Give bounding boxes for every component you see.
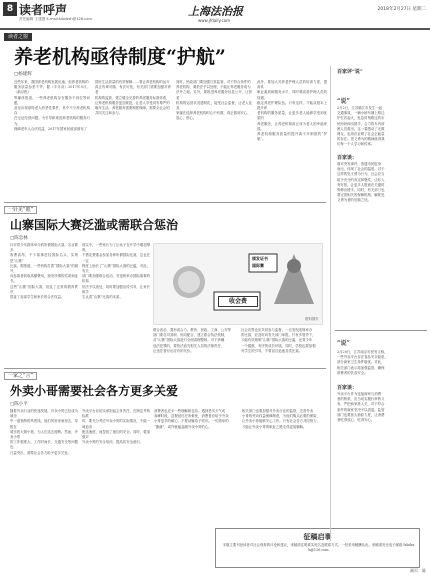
sidebar-line: 者的桥梁，应当切实履行审核义 xyxy=(337,397,385,402)
article1-line: 甚至出现虐待老人的恶性事件，其中不少养老机构存 xyxy=(14,106,90,116)
sidebar-line: 的存在。见义勇为的精神值得我 xyxy=(337,137,385,142)
article1-line: 机构的监管，建立健全完善的养老服务标准体系， xyxy=(95,95,170,100)
article2-line: 才能有效遏制“山寨”国际大赛的泛滥，还青少年 xyxy=(241,338,313,343)
article2-column-3 xyxy=(153,328,237,366)
sidebar-line: 要完善相关的保障机制，解除见 xyxy=(337,193,385,198)
page-number: 8 xyxy=(3,2,17,16)
article1-line: 职业素质和服务水平，同时要改善护理人员的待遇， xyxy=(257,90,327,100)
article1-column-4 xyxy=(257,80,327,200)
sidebar-item2-tag: “说” xyxy=(337,340,350,347)
article2-line: 联合惩治，要形成合力。教育、民政、工商、公安等 xyxy=(153,328,231,332)
article3-line: 日益突出，需要社会各方给予更多关爱。 xyxy=(10,450,72,455)
sidebar-item1-tag: “说” xyxy=(337,98,350,105)
sidebar-line: 部分商家卫生条件堪忧。对此， xyxy=(337,360,385,365)
sidebar-line: 相关部门表示将加强监管，确保 xyxy=(337,365,385,370)
article3-headline: 外卖小哥需要社会各方更多关爱 xyxy=(10,384,179,398)
sidebar-comment2-text xyxy=(337,392,427,426)
article3-author: □陈小平 xyxy=(10,402,28,407)
article1-line: 此外，要加大对养老护理人员的培训力度，提高其 xyxy=(257,80,327,90)
article2-line: 不惜花费重金参加各种所谓国际比赛，这也在一定 xyxy=(82,253,150,263)
article2-line: 比赛。据报道，一些机构打着“国际大赛”的旗号， xyxy=(10,263,78,274)
article2-line: 针对青少年群体举办的所谓国际大赛，名目繁多、 xyxy=(10,243,78,253)
sidebar-line: 面对突发事件，普通市民挺身 xyxy=(337,162,382,166)
article2-line: 对“山寨”国际大赛进行全面清理整顿。对于涉嫌 xyxy=(153,338,225,343)
sidebar-line: 义勇为者的后顾之忧。 xyxy=(337,198,371,203)
article3-line: 时，要充分考虑外卖小哥的实际情况，不能一味追求 xyxy=(82,419,150,429)
divider xyxy=(4,368,326,369)
newspaper-name: 上海法治报 xyxy=(188,5,243,18)
sidebar-line: 外卖平台作为连接商家与消费 xyxy=(337,392,382,396)
article1-line: 放心、舒心。 xyxy=(176,116,197,121)
sidebar-divider xyxy=(335,330,427,331)
article2-line: 程度上助长了“山寨”国际大赛的泛滥。对此，有关 xyxy=(82,263,150,274)
article2-line: 社会各界也应共同参与监督，一旦发现违规举办 xyxy=(241,328,313,332)
article2-column-1 xyxy=(10,243,78,363)
article1-line: 养老服务，让养老机构真正成为老人的幸福家园。 xyxy=(257,121,327,131)
sidebar-line: 消费者的饮食安全。 xyxy=(337,370,368,375)
sidebar-line: 这样的见义勇为行为，社会应当 xyxy=(337,172,385,177)
article1-author: □杨建辉 xyxy=(14,72,32,77)
sidebar-line: 刻伸出援手。同时，有关部门也 xyxy=(337,188,385,193)
sidebar-line: 2月20日，江苏南京市民发文称， xyxy=(337,350,388,354)
sidebar-comment2-heading: 百家谈： xyxy=(337,385,358,391)
article2-line: 收费高昂，不少赛事虚挂国际名头，实则是“山寨” xyxy=(10,253,78,263)
sidebar-heading: 百家评“说” xyxy=(337,69,363,75)
sidebar-line: 交通事故，一辆小轿车撞上路边 xyxy=(337,111,385,116)
article1-line: 真正有章可循、有法可依，有关部门需要加强对养老 xyxy=(95,85,171,95)
article2-line: 对学生的引导，不要盲目追逐各类比赛。 xyxy=(241,348,303,353)
issue-date: 2018年2月27日 星期二 xyxy=(377,7,426,12)
submissions-text: 本版主要刊登读者对社会现象的评论和建议，来稿请注明真实姓名及联系方式，一经采用稿酬从优，来稿请发至电子邮箱 fzbdzsh@126.com xyxy=(222,543,415,553)
article3-line: 小哥更多的耐心，不要动辄给予差评。一句简单的 xyxy=(154,419,229,424)
article2-line: 违法犯罪的，要依法追究相关人员的法律责任， xyxy=(153,343,225,348)
article3-line: 相关部门也要加强对外卖行业的监管，完善外卖 xyxy=(242,409,314,413)
article3-line: 高峰时段，送餐延迟在所难免，消费者应给予外卖 xyxy=(154,414,229,419)
article3-line: 外卖小哥的安全培训，提高其安全意识。 xyxy=(82,440,144,445)
sidebar-item1-text xyxy=(337,106,427,150)
article2-line: 一个健康、有序的成长环境。同时，学校也要加强 xyxy=(241,343,316,348)
article1-line: 国民生活质量的有效保障……要让养老机构的运行 xyxy=(95,80,170,84)
article3-column-4 xyxy=(242,409,326,524)
sidebar-line: 民纷纷伸出援手，合力将车内被 xyxy=(337,121,385,126)
editor-contacts: 责任编辑 王建慧 E-mail:fzbdzsh@126.com xyxy=(19,17,92,21)
section-title: 读者呼声 xyxy=(19,3,68,17)
sidebar-comment1-text xyxy=(337,162,427,206)
article1-column-1 xyxy=(14,80,90,200)
sidebar-line: 有好报，让更多人愿意在关键时 xyxy=(337,182,385,187)
article1-line: 法外之地。另外，要推进养老服务信息公开，让养老 xyxy=(176,90,252,100)
article2-line: 让违法者付出应有的代价。 xyxy=(153,348,194,353)
article2-line: 现实中，一些家长为了让孩子在升学中增加筹码， xyxy=(82,243,150,253)
sidebar-line: 2月2日，江苏镇江市发生一起 xyxy=(337,106,383,110)
article1-line: 稳定养老护理队伍。只有这样，才能从根本上提升养 xyxy=(257,100,327,111)
article1-line: 等媒体报道，一些养老机构存在服务不到位等问题， xyxy=(14,95,90,105)
stamp-label-2: 国际赛 xyxy=(252,263,264,268)
article1-line: 共同关注和参与。 xyxy=(95,111,123,116)
newspaper-url: www.jfdaily.com xyxy=(198,18,231,23)
article2-line: 部门要加强联合惩治，对违规举办国际赛事的机构 xyxy=(82,274,150,284)
sidebar-line: 护栏后起火，危急时刻路过的市 xyxy=(337,116,385,121)
article1-line: 养老机构，要依法予以处理，不能让养老服务成为 xyxy=(176,85,251,90)
article2-line: 生认清“山寨”比赛的本质。 xyxy=(82,295,123,300)
sidebar-line: 而出，体现了社会的温度。对于 xyxy=(337,167,385,172)
article3-line: 随着外卖行业的快速发展，外卖小哥已经成为城市 xyxy=(10,409,78,419)
article2-line: 部门要各司其职、协同配合，建立联合执法机制， xyxy=(153,333,228,338)
article2-line: 依法予以查处，同时要加强宣传引导，让家长和学 xyxy=(82,284,150,294)
article3-line: 消费者也应多一些理解和包容。遇到恶劣天气或 xyxy=(154,409,226,413)
cartoon-illustration xyxy=(154,244,324,326)
article1-line: 养老机构服务质量的提升离不开制度的“护航”。 xyxy=(257,132,327,142)
article2-line: 损害了参赛学生和家长的合法权益。 xyxy=(10,295,65,300)
article3-line: 的工作强度大、工作时间长，交通安全等问题也 xyxy=(10,440,78,450)
article1-line: 同时，民政部门要加强日常监管，对不符合条件的 xyxy=(176,80,251,84)
article1-column-3 xyxy=(176,80,252,200)
section-tag-readers-window: 读者之窗 xyxy=(4,33,32,41)
divider xyxy=(4,202,326,203)
collect-fee-label: 收会费 xyxy=(218,296,258,307)
column-tag-yijiazhiyan: 一家之“言” xyxy=(4,372,37,380)
page-corner-note: 画页：陈 xyxy=(410,568,426,573)
article1-headline: 养老机构亟待制度“护航” xyxy=(14,46,226,68)
coin-inner xyxy=(178,271,200,293)
article1-column-2 xyxy=(95,80,171,200)
article3-column-2 xyxy=(82,409,150,569)
article1-line: 老机构的服务质量，让更多老人能够享受到优质的 xyxy=(257,111,327,121)
article3-column-1 xyxy=(10,409,78,569)
fox-head xyxy=(287,259,301,273)
article3-line: 让外卖小哥能够安心工作。只有社会各方共同努力， xyxy=(242,419,320,424)
column-tag-yizhenjianyan: 一针见“眼” xyxy=(4,206,37,214)
sidebar-line: 条件的商家坚决予以清退。监管 xyxy=(337,407,385,412)
sidebar-line: 给予充分的肯定和褒奖，让好人 xyxy=(337,177,385,182)
sidebar-column xyxy=(330,66,430,541)
sidebar-line: 一些外卖平台存在食品安全隐患， xyxy=(337,355,388,360)
article3-line: 中一道独特的风景线。他们风里来雨里去，穿梭在 xyxy=(10,419,78,429)
article2-column-4 xyxy=(241,328,325,366)
article1-line: 在无证经营问题。为引导和规范养老机构的服务行为， xyxy=(14,116,90,126)
stamp-label-1: 颁发证书 xyxy=(252,256,268,261)
article1-line: 家属在选择养老机构时心中有数，真正做到安心、 xyxy=(176,111,251,116)
article1-line: 近些年来，我国养老机构发展迅速，但养老机构的 xyxy=(14,80,89,84)
article3-column-3 xyxy=(154,409,238,524)
sidebar-line: 务，严把商家准入关，对不符合 xyxy=(337,402,385,407)
sidebar-line: 网友，也再次证明了社会正能量 xyxy=(337,132,385,137)
article3-line: 才能让外卖小哥的职业之路走得更加顺畅。 xyxy=(242,424,307,429)
article2-line: 这些“山寨”国际大赛，扰乱了正常的教育秩序， xyxy=(10,284,78,294)
submissions-title: 征稿启事 xyxy=(303,532,332,541)
article3-line: 外卖平台应切实承担起主体责任，在制定考核标准 xyxy=(82,409,150,419)
article3-line: “谢谢”，或许就能温暖外卖小哥的心。 xyxy=(154,424,212,429)
article3-line: 城市的大街小巷，为人们送去便利。然而，外卖小哥 xyxy=(10,429,78,440)
image-credit: 资料图片 xyxy=(305,317,319,321)
article2-author: □陈忠林 xyxy=(10,236,28,241)
article2-column-2 xyxy=(82,243,150,363)
article3-line: 小哥的劳动权益保障制度，为他们购买必要的保险， xyxy=(242,414,320,419)
article3-line: 配送速度，而忽视了他们的安全。同时，要加强对 xyxy=(82,429,150,440)
article2-line: 的比赛，应及时向有关部门举报。只有多管齐下， xyxy=(241,333,316,338)
sidebar-comment1-heading: 百家谈： xyxy=(337,155,358,161)
article2-line: 向参赛者收取高额费用，颁发所谓的奖项和证书。 xyxy=(10,274,78,284)
article2-illustration xyxy=(153,243,323,325)
article1-line: 服务质量参差不齐。据《半月谈》2017年9月、《新京报》 xyxy=(14,85,90,95)
sidebar-line: 者吃得放心、吃得安心。 xyxy=(337,418,375,423)
sidebar-line: 困人员救出。这一幕感动了无数 xyxy=(337,126,385,131)
article2-headline: 山寨国际大赛泛滥或需联合惩治 xyxy=(10,218,179,232)
masthead xyxy=(0,0,430,30)
sidebar-line: 部门也要加大抽检力度，让消费 xyxy=(337,412,385,417)
article1-line: 晚年生活。养老服务需要制度保障，需要全社会的 xyxy=(95,106,170,111)
article1-line: 让养老机构服务更加规范，让老人享受到有尊严的 xyxy=(95,100,170,105)
article1-line: 机构的运营状况透明化，接受社会监督，让老人及其 xyxy=(176,100,252,111)
article1-line: 保障老年人合法权益，2017年国家民政部颁布了 xyxy=(14,126,88,131)
sidebar-item2-text xyxy=(337,350,427,380)
sidebar-line: 们每一个人学习和传承。 xyxy=(337,142,375,147)
